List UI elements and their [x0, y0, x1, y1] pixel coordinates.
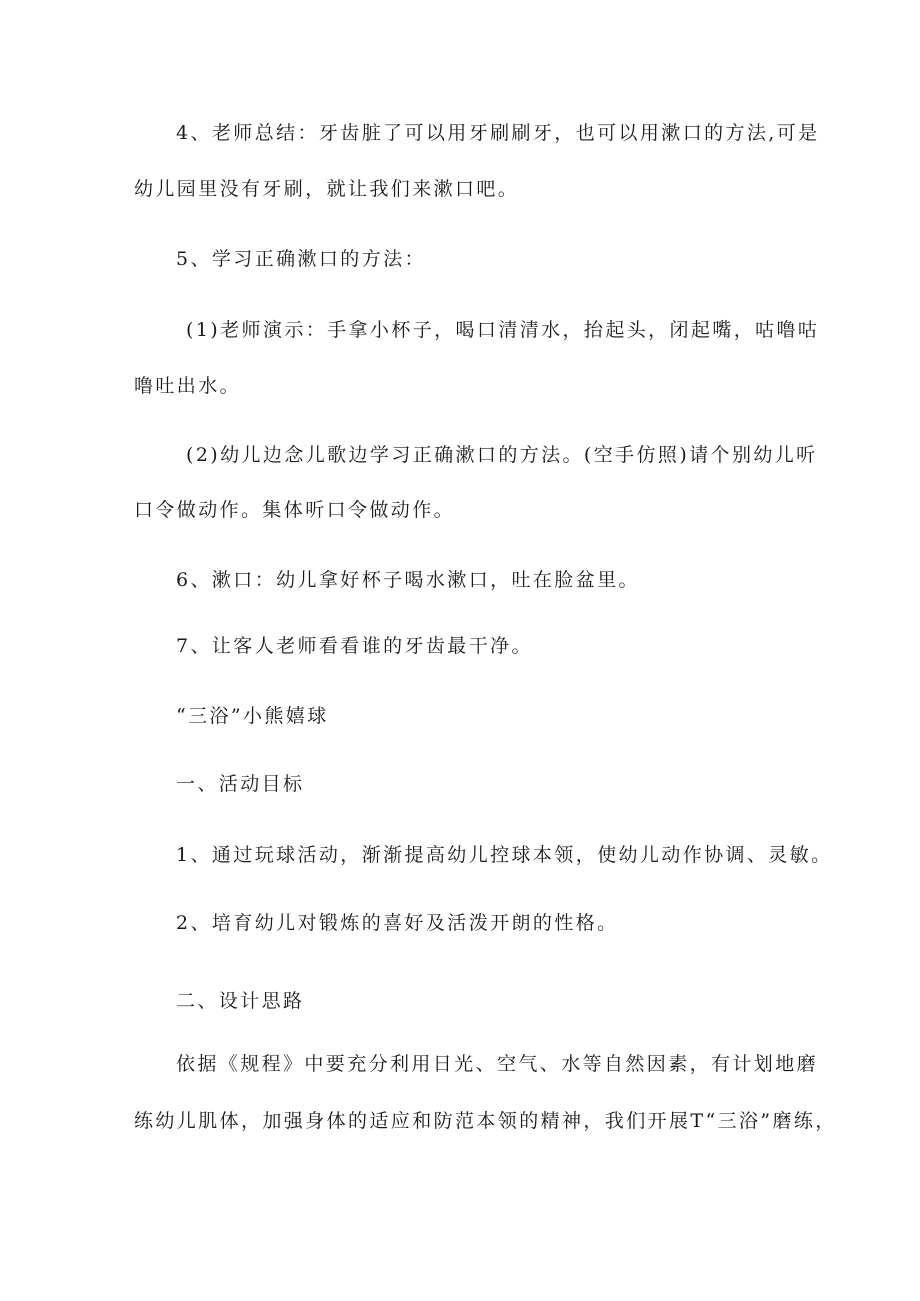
- step-4-summary-line-1: 4、老师总结：牙齿脏了可以用牙刷刷牙，也可以用漱口的方法,可是: [176, 122, 820, 144]
- goal-2-line: 2、培育幼儿对锻炼的喜好及活泼开朗的性格。: [176, 912, 619, 934]
- section-title: “三浴”小熊嬉球: [176, 705, 329, 727]
- step-6-line: 6、漱口：幼儿拿好杯子喝水漱口，吐在脸盆里。: [176, 569, 640, 591]
- step-7-line: 7、让客人老师看看谁的牙齿最干净。: [176, 635, 533, 657]
- heading-design-ideas: 二、设计思路: [176, 990, 305, 1012]
- step-5-item-1-line-1: (1)老师演示：手拿小杯子，喝口清清水，抬起头，闭起嘴，咕噜咕: [186, 319, 820, 341]
- heading-activity-goals: 一、活动目标: [176, 773, 305, 795]
- design-paragraph-line-1: 依据《规程》中要充分利用日光、空气、水等自然因素，有计划地磨: [176, 1053, 819, 1075]
- step-5-heading: 5、学习正确漱口的方法：: [176, 248, 426, 270]
- step-5-item-2-line-1: (2)幼儿边念儿歌边学习正确漱口的方法。(空手仿照)请个别幼儿听: [186, 444, 818, 466]
- step-5-item-1-line-2: 噜吐出水。: [134, 375, 242, 397]
- goal-1-line: 1、通过玩球活动，渐渐提高幼儿控球本领，使幼儿动作协调、灵敏。: [176, 844, 833, 866]
- step-5-item-2-line-2: 口令做动作。集体听口令做动作。: [134, 499, 456, 521]
- design-paragraph-line-2: 练幼儿肌体，加强身体的适应和防范本领的精神，我们开展T“三浴”磨练，: [134, 1110, 837, 1132]
- step-4-summary-line-2: 幼儿园里没有牙刷，就让我们来漱口吧。: [134, 178, 520, 200]
